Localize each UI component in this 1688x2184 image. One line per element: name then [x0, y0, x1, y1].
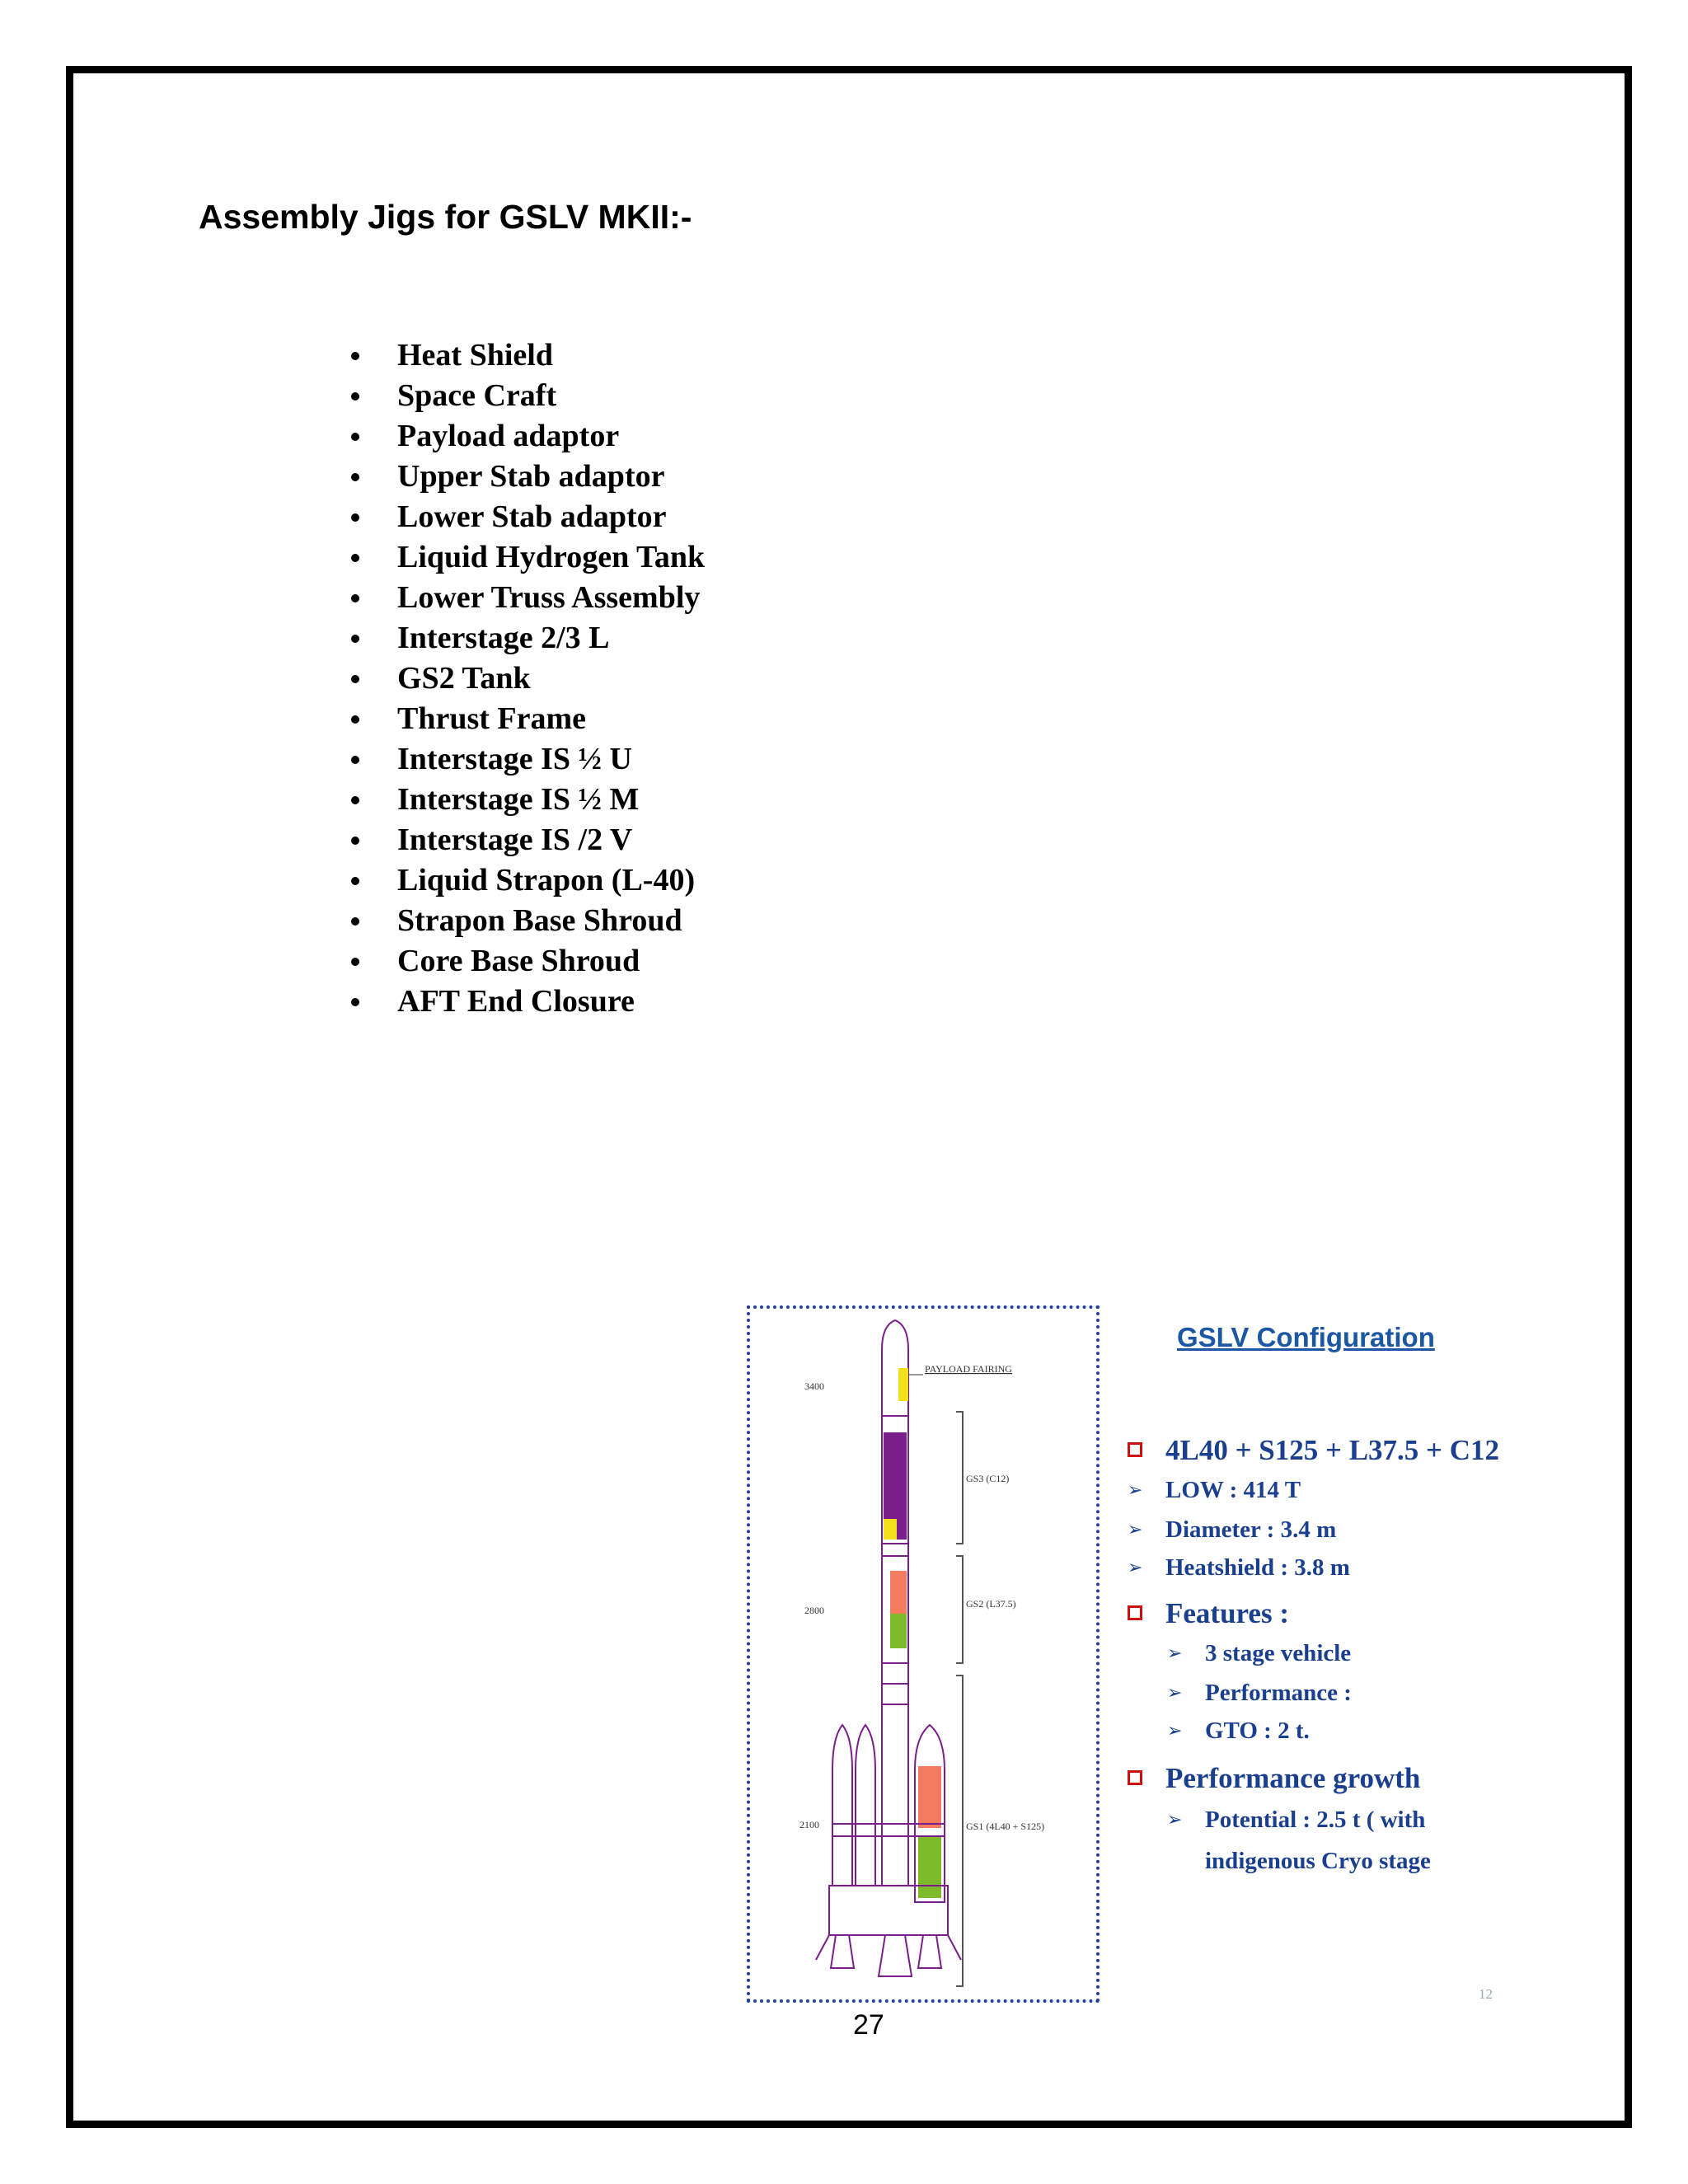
- bracket-gs2: [956, 1556, 963, 1663]
- page-number: 27: [853, 2009, 884, 2041]
- bullet-icon: [351, 958, 359, 966]
- config-features: Features :: [1165, 1597, 1289, 1629]
- payload-yellow-block: [898, 1368, 908, 1401]
- arrow-bullet-icon: ➢: [1167, 1721, 1183, 1741]
- bullet-icon: [351, 715, 359, 724]
- dimension-label-3400: 3400: [804, 1380, 824, 1392]
- gs2-label: GS2 (L37.5): [966, 1598, 1016, 1610]
- square-bullet-icon: [1128, 1770, 1142, 1785]
- rocket-diagram-frame: [747, 1305, 1100, 2003]
- config-diameter: Diameter : 3.4 m: [1165, 1516, 1337, 1543]
- bullet-icon: [351, 392, 359, 401]
- strapon-center-left: [856, 1725, 875, 1886]
- list-item: Core Base Shroud: [346, 941, 705, 982]
- config-low: LOW : 414 T: [1165, 1477, 1301, 1503]
- list-item: Upper Stab adaptor: [346, 457, 705, 497]
- gs3-tank: [884, 1432, 907, 1519]
- strapon-left: [832, 1725, 852, 1886]
- bullet-icon: [351, 473, 359, 481]
- bracket-gs3: [956, 1412, 963, 1544]
- gs3-yellow-block: [884, 1519, 897, 1540]
- gs2-green-tank: [890, 1614, 907, 1648]
- assembly-jig-list: [346, 335, 705, 1022]
- arrow-bullet-icon: ➢: [1128, 1520, 1143, 1540]
- strapon-orange-tank: [918, 1766, 941, 1828]
- bullet-icon: [351, 352, 359, 360]
- arrow-bullet-icon: ➢: [1128, 1558, 1143, 1578]
- list-item: Liquid Strapon (L-40): [346, 860, 705, 901]
- list-item: Heat Shield: [346, 335, 705, 376]
- bullet-icon: [351, 675, 359, 683]
- config-potential-line2: indigenous Cryo stage: [1205, 1848, 1431, 1874]
- list-item: Lower Truss Assembly: [346, 578, 705, 618]
- config-gto: GTO : 2 t.: [1205, 1718, 1310, 1744]
- list-item: Interstage IS /2 V: [346, 820, 705, 860]
- bullet-icon: [351, 796, 359, 804]
- bullet-icon: [351, 513, 359, 522]
- list-item: Strapon Base Shroud: [346, 901, 705, 941]
- list-item: Interstage IS ½ U: [346, 739, 705, 780]
- arrow-bullet-icon: ➢: [1167, 1643, 1183, 1664]
- list-item: Thrust Frame: [346, 699, 705, 739]
- rocket-diagram: [750, 1309, 1096, 1999]
- nozzle-core: [879, 1935, 912, 1976]
- strapon-green-tank: [918, 1836, 941, 1898]
- config-stage: 3 stage vehicle: [1205, 1640, 1352, 1666]
- list-item: GS2 Tank: [346, 658, 705, 699]
- list-item: AFT End Closure: [346, 982, 705, 1022]
- bullet-icon: [351, 756, 359, 764]
- nozzle-right: [918, 1935, 941, 1968]
- gs2-orange-tank: [890, 1571, 907, 1614]
- config-composition: 4L40 + S125 + L37.5 + C12: [1165, 1434, 1500, 1466]
- config-growth: Performance growth: [1165, 1762, 1421, 1794]
- bullet-icon: [351, 433, 359, 441]
- slide-number: 12: [1479, 1986, 1493, 2002]
- config-potential-line1: Potential : 2.5 t ( with: [1205, 1807, 1426, 1833]
- list-item: Interstage IS ½ M: [346, 780, 705, 820]
- nozzle-left: [831, 1935, 854, 1968]
- list-item: Lower Stab adaptor: [346, 497, 705, 537]
- gslv-configuration-figure: [747, 1305, 1530, 2018]
- bullet-icon: [351, 554, 359, 562]
- config-performance: Performance :: [1205, 1680, 1352, 1706]
- arrow-bullet-icon: ➢: [1167, 1810, 1183, 1830]
- list-item: Liquid Hydrogen Tank: [346, 537, 705, 578]
- bracket-gs1: [956, 1675, 963, 1986]
- square-bullet-icon: [1128, 1442, 1142, 1457]
- arrow-bullet-icon: ➢: [1167, 1683, 1183, 1704]
- dimension-label-2100: 2100: [799, 1819, 819, 1830]
- gs1-label: GS1 (4L40 + S125): [966, 1821, 1045, 1832]
- section-heading: Assembly Jigs for GSLV MKII:-: [199, 198, 692, 236]
- list-item: Interstage 2/3 L: [346, 618, 705, 658]
- bullet-icon: [351, 877, 359, 885]
- bullet-icon: [351, 837, 359, 845]
- bullet-icon: [351, 594, 359, 602]
- gs3-label: GS3 (C12): [966, 1473, 1010, 1484]
- payload-fairing-label: PAYLOAD FAIRING: [925, 1363, 1012, 1375]
- arrow-bullet-icon: ➢: [1128, 1480, 1143, 1501]
- square-bullet-icon: [1128, 1605, 1142, 1620]
- config-title: GSLV Configuration: [1177, 1322, 1435, 1352]
- list-item: Space Craft: [346, 376, 705, 416]
- dimension-label-2800: 2800: [804, 1605, 824, 1616]
- bullet-icon: [351, 998, 359, 1006]
- config-heatshield: Heatshield : 3.8 m: [1165, 1554, 1350, 1581]
- bullet-icon: [351, 917, 359, 926]
- list-item: Payload adaptor: [346, 416, 705, 457]
- bullet-icon: [351, 635, 359, 643]
